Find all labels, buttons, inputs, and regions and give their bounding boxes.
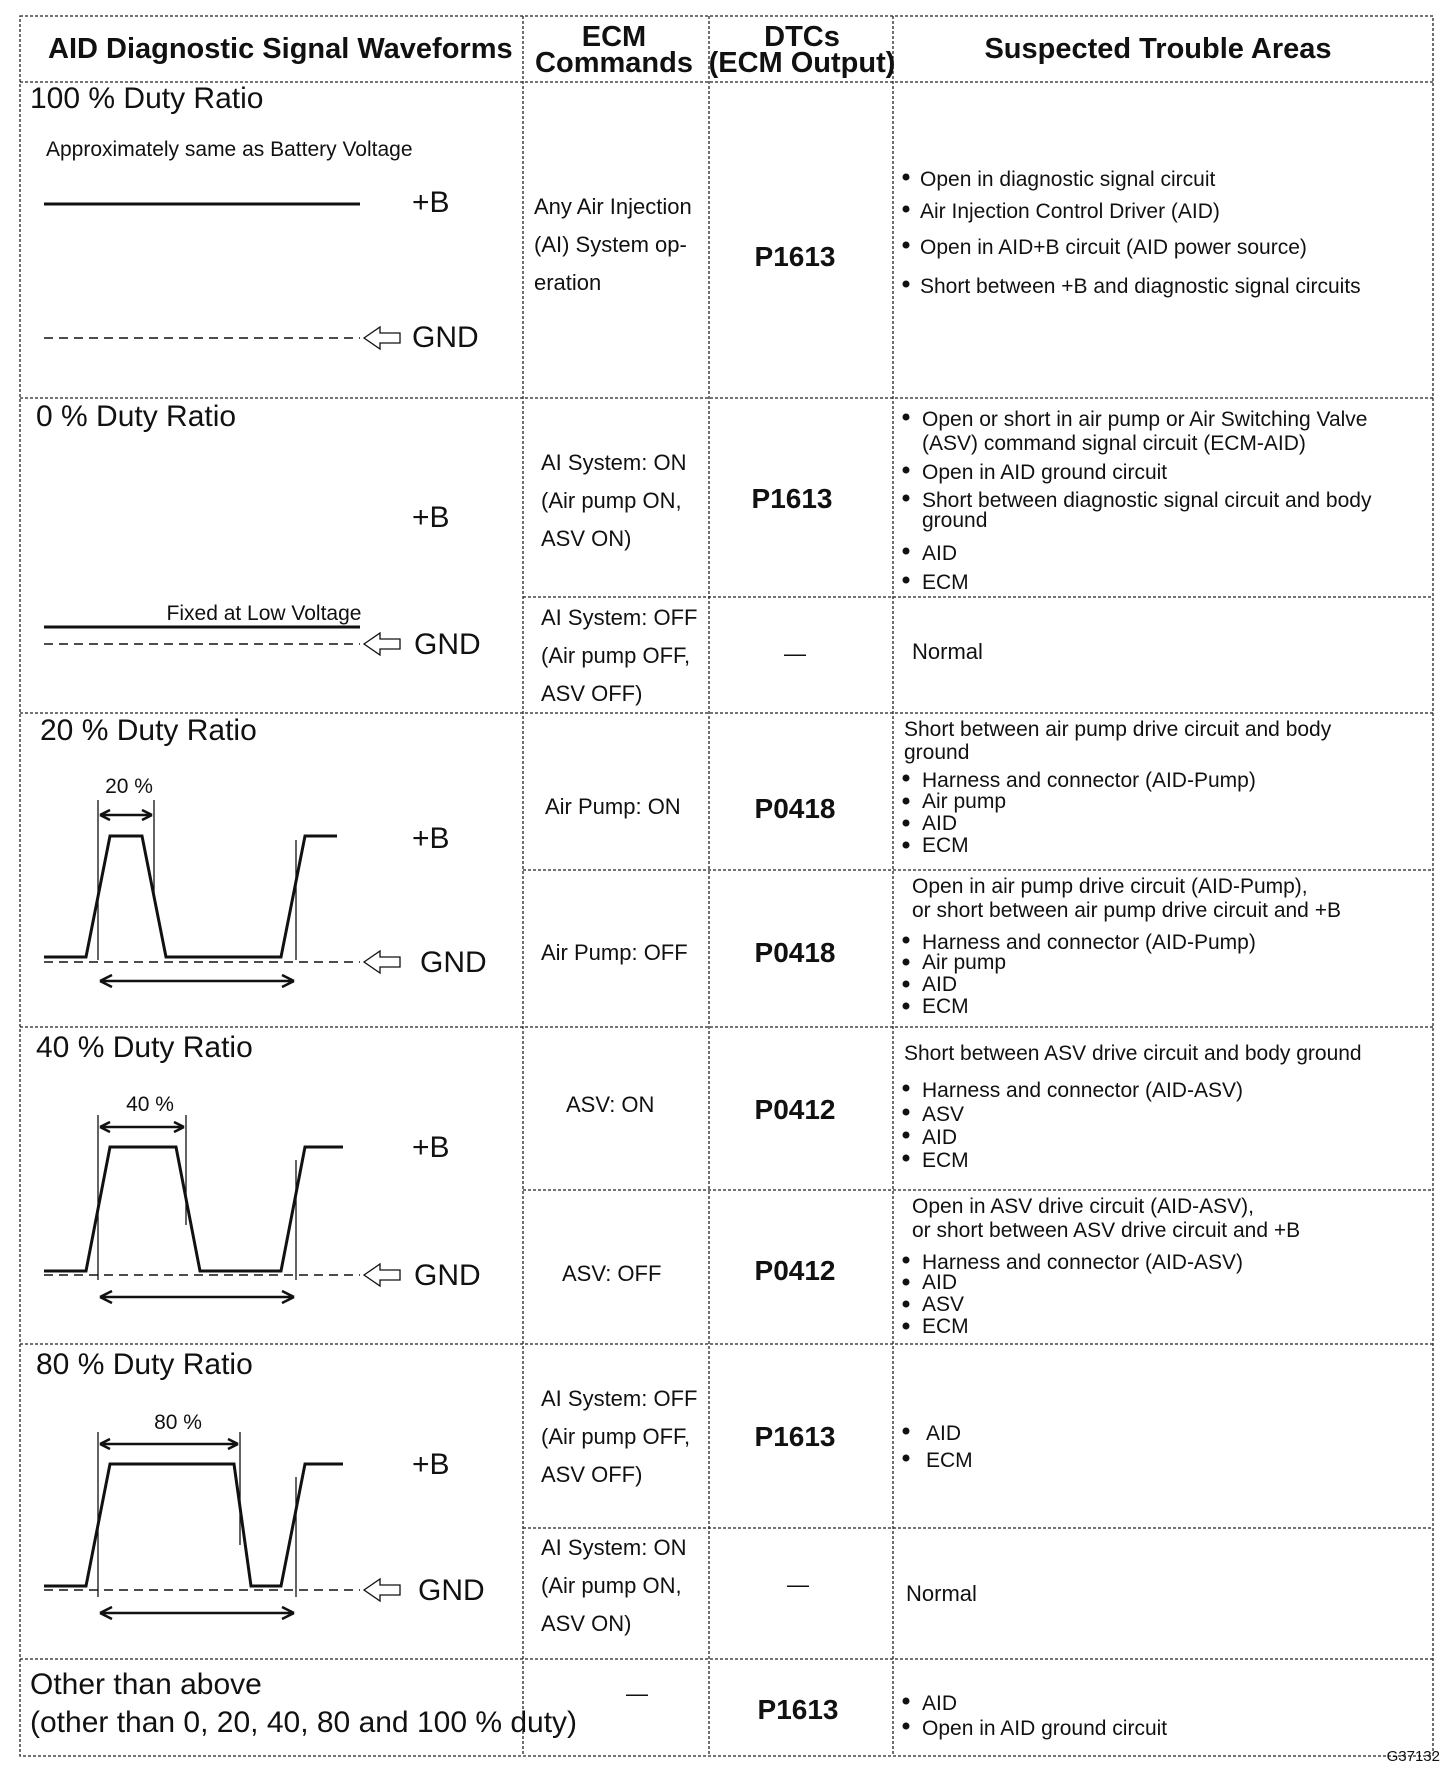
list-item-cont: ground xyxy=(922,509,988,532)
period-arrow xyxy=(100,1607,294,1619)
list-item: Harness and connector (AID-ASV) xyxy=(922,1079,1243,1102)
bullet-icon xyxy=(903,174,910,181)
plus-b-label: +B xyxy=(412,822,450,855)
bullet-icon xyxy=(903,1428,910,1435)
bullet-icon xyxy=(903,281,910,288)
bullet-icon xyxy=(903,1003,910,1010)
bullet-icon xyxy=(903,467,910,474)
waveform-0 xyxy=(36,400,481,661)
list-item: ASV xyxy=(922,1293,965,1316)
trouble-normal: Normal xyxy=(912,639,983,664)
bullet-icon xyxy=(903,937,910,944)
figure-code: G37132 xyxy=(1386,1748,1440,1765)
waveform-note: Fixed at Low Voltage xyxy=(166,602,362,625)
list-item: Harness and connector (AID-ASV) xyxy=(922,1251,1243,1274)
bullet-icon xyxy=(903,548,910,555)
list-item: AID xyxy=(922,542,958,565)
gnd-label: GND xyxy=(414,1259,481,1292)
plus-b-label: +B xyxy=(412,186,450,219)
list-item: ECM xyxy=(922,834,969,857)
trouble-normal: Normal xyxy=(906,1581,977,1606)
header-trouble: Suspected Trouble Areas xyxy=(984,33,1332,65)
ecm-none: — xyxy=(626,1681,648,1706)
dtc-code: P0412 xyxy=(754,1094,836,1125)
bullet-icon xyxy=(903,1279,910,1286)
waveform-title: 100 % Duty Ratio xyxy=(30,82,264,115)
trouble-intro: or short between ASV drive circuit and +B xyxy=(912,1219,1301,1242)
list-item: AID xyxy=(922,812,958,835)
bullet-icon xyxy=(903,1155,910,1162)
period-arrow xyxy=(100,975,294,987)
list-item: ECM xyxy=(922,1149,969,1172)
list-item: Air pump xyxy=(922,951,1007,974)
arrow-left-icon xyxy=(364,1579,400,1601)
waveform-line xyxy=(44,1464,343,1586)
header-waveforms: AID Diagnostic Signal Waveforms xyxy=(48,33,513,65)
ecm-line: (Air pump ON, xyxy=(541,1573,682,1598)
bullet-icon xyxy=(903,1455,910,1462)
waveform-line xyxy=(44,1147,343,1271)
ecm-line: (Air pump OFF, xyxy=(541,643,691,668)
dtc-code: P1613 xyxy=(754,241,836,272)
trouble-list xyxy=(903,1042,1362,1172)
arrow-left-icon xyxy=(364,951,400,973)
bullet-icon xyxy=(903,206,910,213)
ecm-cell xyxy=(541,1535,686,1636)
trouble-intro: Short between ASV drive circuit and body ground xyxy=(904,1042,1362,1065)
ecm-line: AI System: OFF xyxy=(541,605,698,630)
dtc-code: P0418 xyxy=(754,793,836,824)
list-item: AID xyxy=(922,1271,958,1294)
bullet-icon xyxy=(903,414,910,421)
ecm-line: ASV ON) xyxy=(541,526,632,551)
pulse-label: 80 % xyxy=(154,1411,202,1434)
ecm-cell xyxy=(541,450,686,551)
list-item: Open in AID ground circuit xyxy=(922,461,1168,484)
period-arrow xyxy=(100,1291,294,1303)
list-item: Open in AID+B circuit (AID power source) xyxy=(920,236,1307,259)
ecm-line: Any Air Injection xyxy=(534,194,692,219)
trouble-intro: Short between air pump drive circuit and body xyxy=(904,718,1332,741)
trouble-list xyxy=(903,1422,973,1472)
arrow-left-icon xyxy=(364,633,400,655)
list-item: AID xyxy=(922,973,958,996)
plus-b-label: +B xyxy=(412,1131,450,1164)
list-item: ECM xyxy=(922,571,969,594)
other-line2: (other than 0, 20, 40, 80 and 100 % duty) xyxy=(30,1706,578,1739)
list-item: Open in AID ground circuit xyxy=(922,1717,1168,1740)
dtc-code: P1613 xyxy=(754,1421,836,1452)
ecm-command: ASV: OFF xyxy=(562,1261,662,1286)
gnd-label: GND xyxy=(414,628,481,661)
ecm-cell xyxy=(541,1386,697,1487)
waveform-note: Approximately same as Battery Voltage xyxy=(46,138,413,161)
waveform-80 xyxy=(36,1348,485,1619)
bullet-icon xyxy=(903,1257,910,1264)
ecm-line: AI System: OFF xyxy=(541,1386,698,1411)
waveform-title: 40 % Duty Ratio xyxy=(36,1031,253,1064)
waveform-other xyxy=(30,1668,577,1739)
list-item: Short between diagnostic signal circuit and body xyxy=(922,489,1372,512)
trouble-list xyxy=(903,718,1332,857)
arrow-left-icon xyxy=(364,327,400,349)
list-item: Air pump xyxy=(922,790,1007,813)
list-item: ECM xyxy=(922,995,969,1018)
waveform-100 xyxy=(30,82,479,354)
ecm-line: ASV OFF) xyxy=(541,1462,643,1487)
bullet-icon xyxy=(903,242,910,249)
list-item: Air Injection Control Driver (AID) xyxy=(920,200,1220,223)
ecm-line: ASV OFF) xyxy=(541,681,643,706)
pulse-label: 20 % xyxy=(105,775,153,798)
waveform-40 xyxy=(36,1031,481,1303)
waveform-title: 0 % Duty Ratio xyxy=(36,400,237,433)
waveform-20 xyxy=(40,714,487,987)
bullet-icon xyxy=(903,1109,910,1116)
header-dtc-line1: DTCs xyxy=(764,21,840,53)
bullet-icon xyxy=(903,1698,910,1705)
waveform-title: 20 % Duty Ratio xyxy=(40,714,257,747)
header-ecm-line2: Commands xyxy=(535,47,693,79)
dtc-none: — xyxy=(784,641,806,666)
list-item: Open in diagnostic signal circuit xyxy=(920,168,1216,191)
bullet-icon xyxy=(903,1323,910,1330)
ecm-line: (Air pump OFF, xyxy=(541,1424,691,1449)
header-ecm-line1: ECM xyxy=(581,21,647,53)
trouble-intro: Open in air pump drive circuit (AID-Pump), xyxy=(912,875,1308,898)
trouble-list xyxy=(903,408,1372,594)
bullet-icon xyxy=(903,1085,910,1092)
gnd-label: GND xyxy=(420,946,487,979)
list-item: AID xyxy=(922,1692,958,1715)
ecm-line: (AI) System op- xyxy=(534,232,687,257)
other-line1: Other than above xyxy=(30,1668,262,1701)
pulse-label: 40 % xyxy=(126,1093,174,1116)
trouble-list xyxy=(903,1692,1168,1740)
list-item: Harness and connector (AID-Pump) xyxy=(922,931,1256,954)
trouble-list xyxy=(903,1195,1301,1338)
waveform-title: 80 % Duty Ratio xyxy=(36,1348,253,1381)
gnd-label: GND xyxy=(418,1574,485,1607)
dtc-code: P0412 xyxy=(754,1255,836,1286)
bullet-icon xyxy=(903,495,910,502)
trouble-intro: ground xyxy=(904,741,970,764)
pulse-width-arrow xyxy=(100,1122,184,1132)
gnd-label: GND xyxy=(412,321,479,354)
trouble-intro: Open in ASV drive circuit (AID-ASV), xyxy=(912,1195,1254,1218)
bullet-icon xyxy=(903,842,910,849)
header-dtc-line2: (ECM Output) xyxy=(708,47,896,79)
waveform-line xyxy=(44,836,337,957)
list-item: ECM xyxy=(926,1449,973,1472)
ecm-line: AI System: ON xyxy=(541,1535,687,1560)
dtc-code: P0418 xyxy=(754,937,836,968)
ecm-line: AI System: ON xyxy=(541,450,687,475)
bullet-icon xyxy=(903,959,910,966)
list-item: Short between +B and diagnostic signal circuits xyxy=(920,275,1361,298)
trouble-list xyxy=(903,875,1341,1018)
ecm-command: ASV: ON xyxy=(566,1092,655,1117)
list-item-cont: (ASV) command signal circuit (ECM-AID) xyxy=(922,432,1306,455)
bullet-icon xyxy=(903,798,910,805)
pulse-width-arrow xyxy=(100,1439,238,1449)
dtc-code: P1613 xyxy=(751,483,833,514)
bullet-icon xyxy=(903,1723,910,1730)
ecm-line: (Air pump ON, xyxy=(541,488,682,513)
dtc-none: — xyxy=(787,1572,809,1597)
list-item: ASV xyxy=(922,1103,965,1126)
plus-b-label: +B xyxy=(412,1448,450,1481)
ecm-line: eration xyxy=(534,270,602,295)
trouble-intro: or short between air pump drive circuit and +B xyxy=(912,899,1341,922)
bullet-icon xyxy=(903,577,910,584)
ecm-command: Air Pump: OFF xyxy=(541,940,688,965)
plus-b-label: +B xyxy=(412,501,450,534)
ecm-command: Air Pump: ON xyxy=(545,794,681,819)
ecm-cell xyxy=(534,194,692,295)
list-item: Open or short in air pump or Air Switching Valve xyxy=(922,408,1368,431)
bullet-icon xyxy=(903,1301,910,1308)
arrow-left-icon xyxy=(364,1264,400,1286)
ecm-line: ASV ON) xyxy=(541,1611,632,1636)
bullet-icon xyxy=(903,1132,910,1139)
trouble-list xyxy=(903,168,1361,298)
list-item: AID xyxy=(922,1126,958,1149)
bullet-icon xyxy=(903,981,910,988)
dtc-code: P1613 xyxy=(757,1694,839,1725)
list-item: Harness and connector (AID-Pump) xyxy=(922,769,1256,792)
bullet-icon xyxy=(903,820,910,827)
pulse-width-arrow xyxy=(100,810,152,820)
bullet-icon xyxy=(903,775,910,782)
list-item: ECM xyxy=(922,1315,969,1338)
ecm-cell xyxy=(541,605,697,706)
list-item: AID xyxy=(926,1422,962,1445)
